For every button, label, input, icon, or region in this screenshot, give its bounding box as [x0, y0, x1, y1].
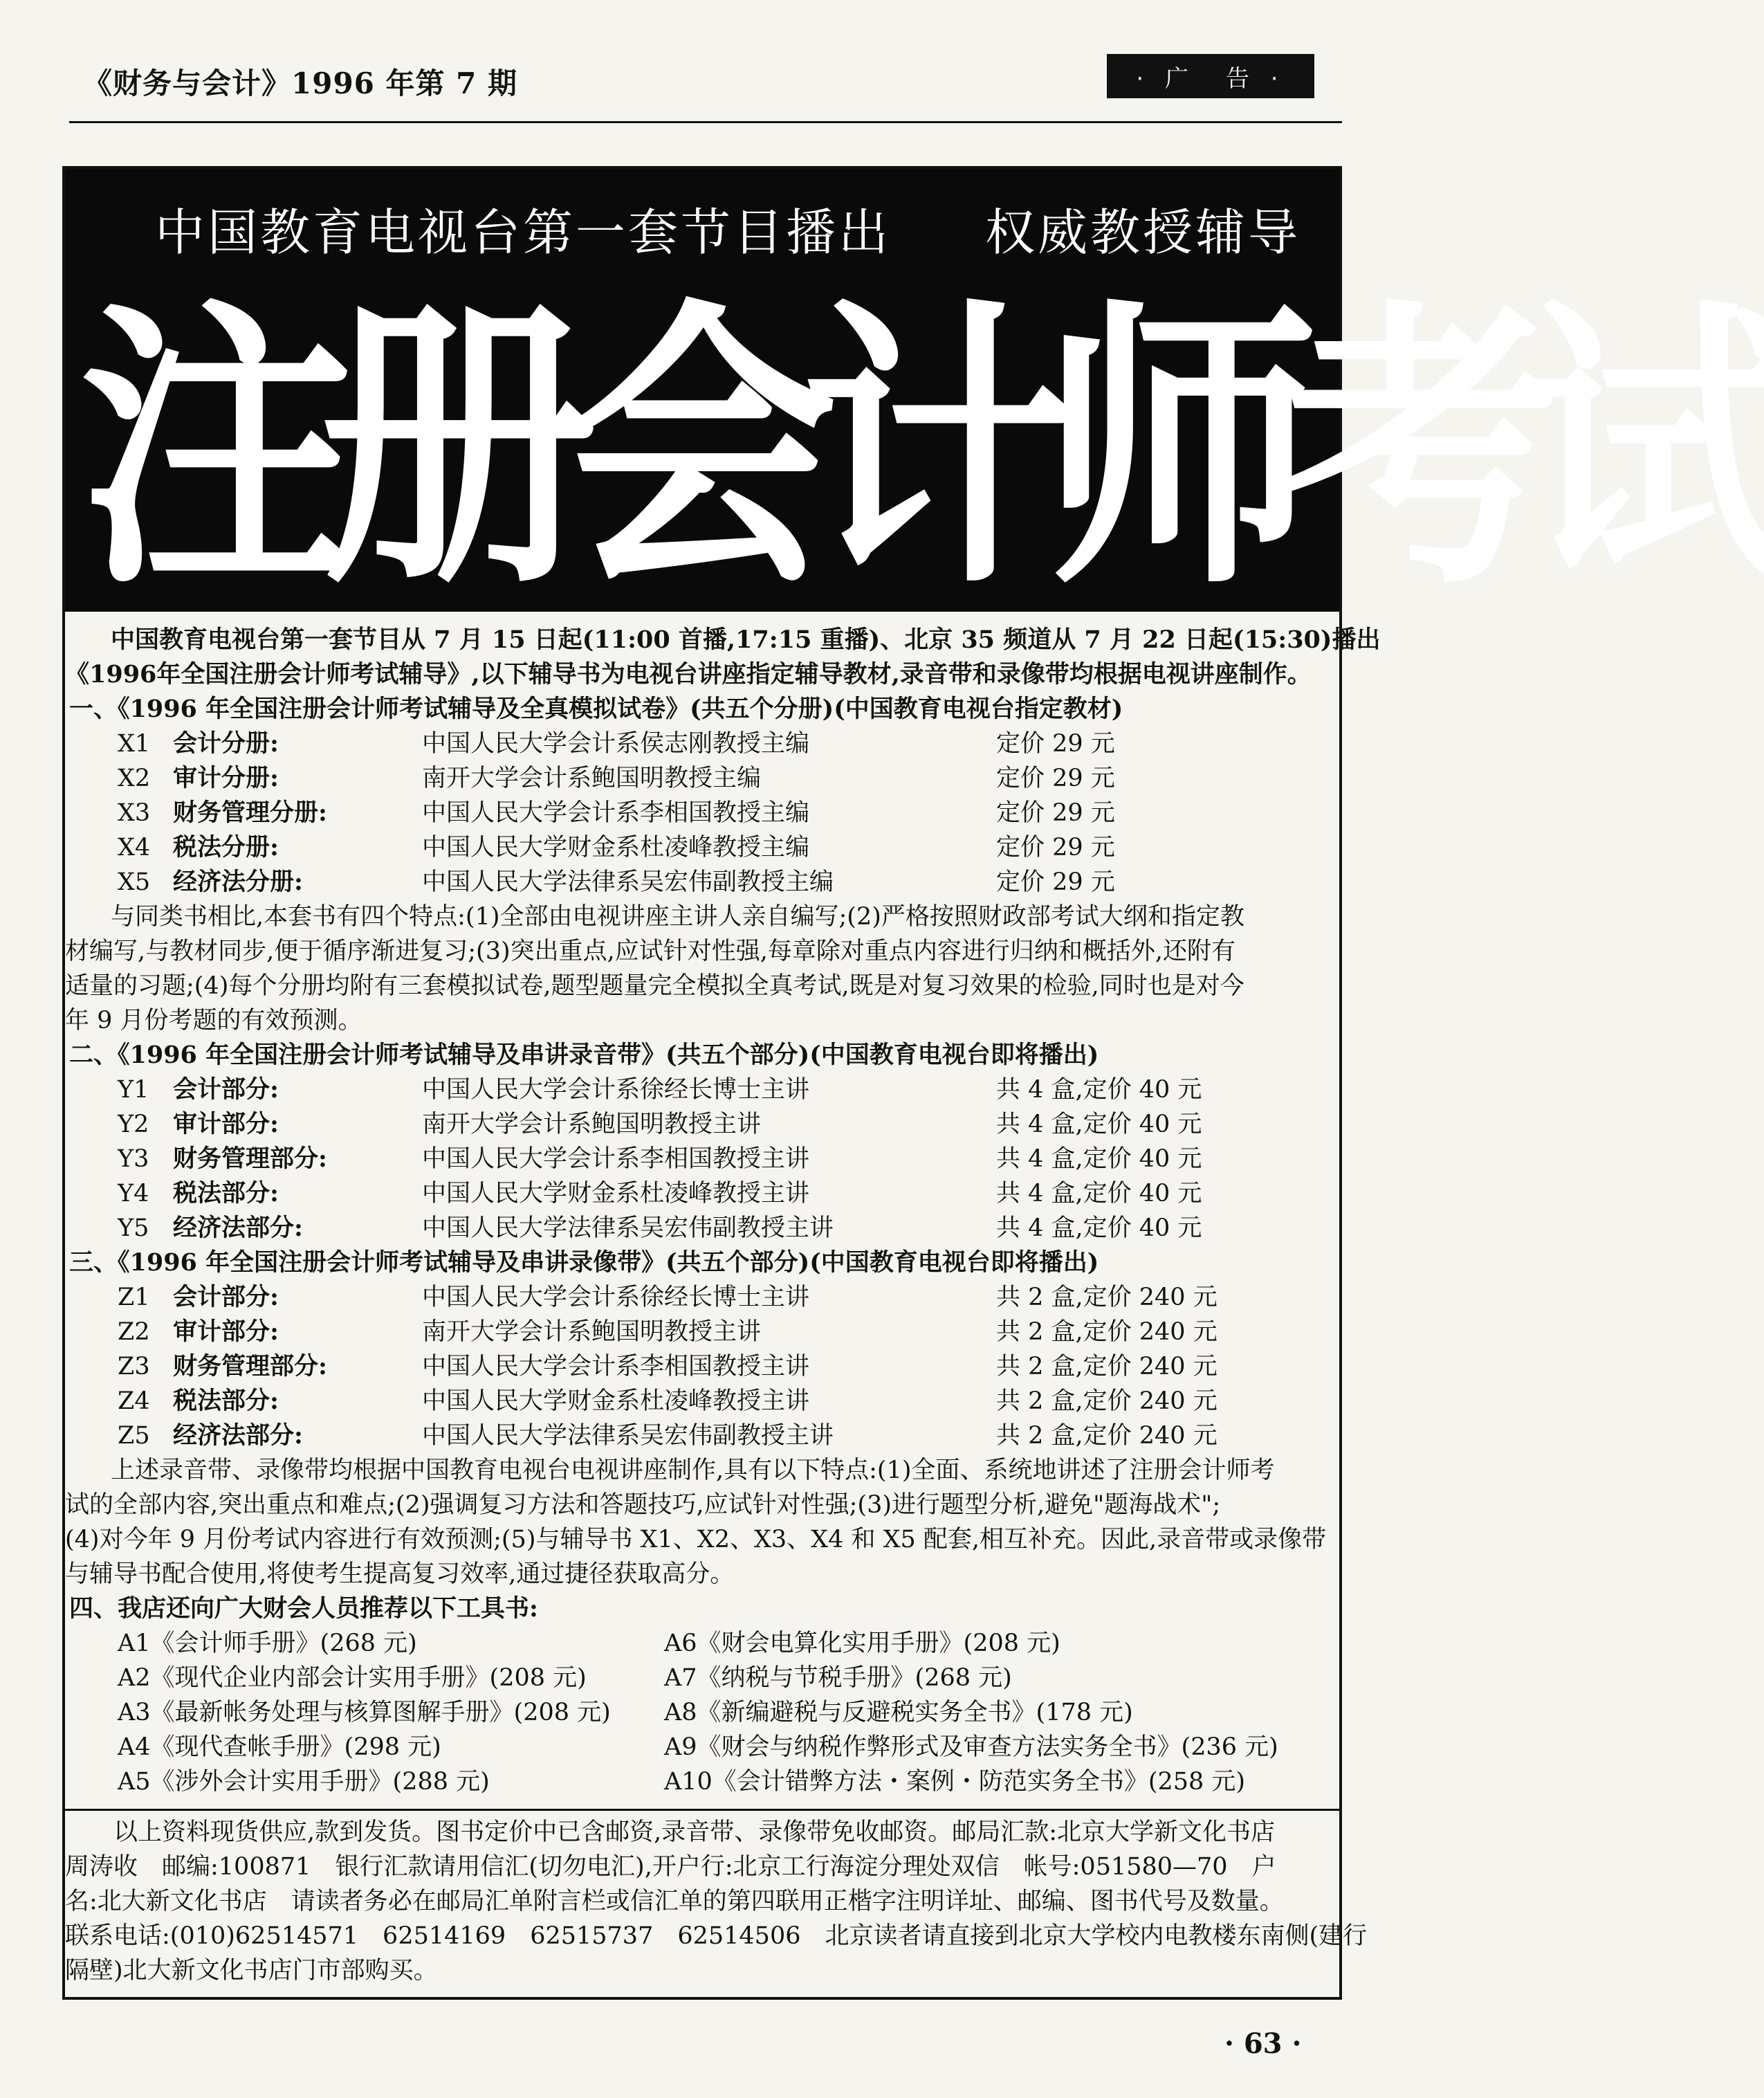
section-note-line: 试的全部内容,突出重点和难点;(2)强调复习方法和答题技巧,应试针对性强;(3)进行题型分析,避免"题海战术"; [65, 1491, 1221, 1519]
item-price: 共 4 盒,定价 40 元 [996, 1076, 1202, 1104]
list-item [65, 1419, 1339, 1453]
item-name: 审计部分: [173, 1317, 279, 1346]
section-note-line: 年 9 月份考题的有效预测。 [65, 1007, 362, 1034]
item-code: X4 [118, 834, 151, 861]
journal-title: 《财务与会计》1996 年第 7 期 [83, 66, 517, 100]
list-item [65, 1626, 1339, 1661]
item-name: 经济法分册: [173, 868, 303, 896]
list-item [65, 1661, 1339, 1695]
section-note-line: 适量的习题;(4)每个分册均附有三套模拟试卷,题型题量完全模拟全真考试,既是对复习效果的检验,同时也是对今 [65, 972, 1244, 1000]
book-entry: A3《最新帐务处理与核算图解手册》(208 元) [118, 1699, 611, 1726]
section-heading: 一、《1996 年全国注册会计师考试辅导及全真模拟试卷》(共五个分册)(中国教育电视台指定教材) [69, 695, 1123, 723]
list-item [65, 761, 1339, 796]
header-rule [69, 121, 1342, 123]
item-price: 定价 29 元 [996, 730, 1115, 758]
item-author: 中国人民大学财金系杜凌峰教授主讲 [422, 1180, 810, 1207]
intro-line: 《1996年全国注册会计师考试辅导》,以下辅导书为电视台讲座指定辅导教材,录音带和录像带均根据电视讲座制作。 [65, 660, 1312, 688]
list-item [65, 1211, 1339, 1246]
item-author: 中国人民大学会计系徐经长博士主讲 [422, 1076, 810, 1104]
item-author: 中国人民大学会计系侯志刚教授主编 [422, 730, 810, 758]
intro-line: 中国教育电视台第一套节目从 7 月 15 日起(11:00 首播,17:15 重播)、北京 35 频道从 7 月 22 日起(15:30)播出 [111, 626, 1381, 654]
item-price: 定价 29 元 [996, 868, 1115, 896]
page-number: · 63 · [1224, 2027, 1302, 2060]
item-price: 定价 29 元 [996, 765, 1115, 792]
section-heading: 四、我店还向广大财会人员推荐以下工具书: [69, 1594, 538, 1623]
list-item [65, 796, 1339, 830]
item-code: Y4 [118, 1180, 149, 1207]
section-heading: 三、《1996 年全国注册会计师考试辅导及串讲录像带》(共五个部分)(中国教育电视台即将播出) [69, 1248, 1099, 1277]
item-name: 财务管理分册: [173, 799, 327, 827]
section1-list [65, 727, 1339, 900]
advertisement-badge: · 广 告 · [1107, 54, 1314, 98]
footer-line: 隔壁)北大新文化书店门市部购买。 [65, 1957, 438, 1985]
book-entry: A7《纳税与节税手册》(268 元) [664, 1664, 1012, 1692]
item-name: 经济法部分: [173, 1421, 303, 1450]
item-author: 南开大学会计系鲍国明教授主讲 [422, 1318, 762, 1346]
book-entry: A8《新编避税与反避税实务全书》(178 元) [664, 1699, 1133, 1726]
list-item [65, 830, 1339, 865]
list-item [65, 1280, 1339, 1315]
list-item [65, 1730, 1339, 1764]
footer-line: 联系电话:(010)62514571 62514169 62515737 62514506 北京读者请直接到北京大学校内电教楼东南侧(建行 [65, 1922, 1368, 1950]
section-note-line: 与同类书相比,本套书有四个特点:(1)全部由电视讲座主讲人亲自编写;(2)严格按照财政部考试大纲和指定教 [111, 903, 1244, 931]
item-code: Y2 [118, 1111, 149, 1138]
banner-subtitle-right: 权威教授辅导 [985, 203, 1301, 262]
item-code: X2 [118, 765, 151, 792]
item-code: Z5 [118, 1422, 150, 1450]
item-code: X1 [118, 730, 151, 758]
section4-list [65, 1626, 1339, 1799]
section2-list [65, 1073, 1339, 1246]
item-price: 共 4 盒,定价 40 元 [996, 1111, 1202, 1138]
item-price: 共 2 盒,定价 240 元 [996, 1284, 1218, 1311]
item-name: 会计部分: [173, 1075, 279, 1104]
item-name: 财务管理部分: [173, 1352, 327, 1380]
item-code: Z2 [118, 1318, 150, 1346]
item-author: 中国人民大学财金系杜凌峰教授主讲 [422, 1387, 810, 1415]
item-code: X3 [118, 799, 151, 827]
list-item [65, 1315, 1339, 1349]
section-heading: 二、《1996 年全国注册会计师考试辅导及串讲录音带》(共五个部分)(中国教育电视台即将播出) [69, 1041, 1099, 1069]
item-price: 共 4 盒,定价 40 元 [996, 1145, 1202, 1173]
list-item [65, 727, 1339, 761]
list-item [65, 1695, 1339, 1730]
list-item [65, 1349, 1339, 1384]
list-item [65, 1764, 1339, 1799]
item-price: 共 2 盒,定价 240 元 [996, 1353, 1218, 1380]
ad-body [65, 623, 1381, 1799]
item-code: Z3 [118, 1353, 150, 1380]
item-author: 南开大学会计系鲍国明教授主讲 [422, 1111, 762, 1138]
item-code: Y1 [118, 1076, 149, 1104]
item-price: 共 2 盒,定价 240 元 [996, 1387, 1218, 1415]
section-note-line: 与辅导书配合使用,将使考生提高复习效率,通过捷径获取高分。 [65, 1560, 735, 1588]
item-code: Y5 [118, 1214, 149, 1242]
item-author: 中国人民大学法律系吴宏伟副教授主讲 [422, 1214, 834, 1242]
footer-line: 周涛收 邮编:100871 银行汇款请用信汇(切勿电汇),开户行:北京工行海淀分理处双信 帐号:051580—70 户 [65, 1853, 1276, 1881]
item-code: Z1 [118, 1284, 150, 1311]
item-name: 审计分册: [173, 764, 279, 792]
item-name: 会计分册: [173, 729, 279, 758]
item-author: 中国人民大学会计系李相国教授主讲 [422, 1353, 810, 1380]
book-entry: A1《会计师手册》(268 元) [118, 1630, 417, 1657]
section3-list [65, 1280, 1339, 1453]
book-entry: A5《涉外会计实用手册》(288 元) [118, 1768, 490, 1796]
book-entry: A6《财会电算化实用手册》(208 元) [664, 1630, 1060, 1657]
item-name: 经济法部分: [173, 1214, 303, 1242]
banner-subtitle-left: 中国教育电视台第一套节目播出 [155, 203, 892, 262]
book-entry: A4《现代查帐手册》(298 元) [118, 1733, 441, 1761]
item-price: 共 4 盒,定价 40 元 [996, 1180, 1202, 1207]
item-price: 共 2 盒,定价 240 元 [996, 1422, 1218, 1450]
book-entry: A9《财会与纳税作弊形式及审查方法实务全书》(236 元) [664, 1733, 1278, 1761]
item-author: 中国人民大学法律系吴宏伟副教授主讲 [422, 1422, 834, 1450]
item-price: 共 4 盒,定价 40 元 [996, 1214, 1202, 1242]
item-name: 税法部分: [173, 1387, 279, 1415]
item-price: 定价 29 元 [996, 834, 1115, 861]
list-item [65, 1073, 1339, 1107]
section-note-line: 材编写,与教材同步,便于循序渐进复习;(3)突出重点,应试针对性强,每章除对重点内容进行归纳和概括外,还附有 [65, 938, 1236, 965]
item-author: 中国人民大学会计系李相国教授主讲 [422, 1145, 810, 1173]
item-author: 南开大学会计系鲍国明教授主编 [422, 765, 762, 792]
item-code: X5 [118, 868, 151, 896]
item-name: 税法部分: [173, 1179, 279, 1207]
item-name: 财务管理部分: [173, 1144, 327, 1173]
item-name: 税法分册: [173, 833, 279, 861]
footer-line: 以上资料现货供应,款到发货。图书定价中已含邮资,录音带、录像带免收邮资。邮局汇款:北京大学新文化书店 [65, 1818, 1276, 1846]
item-price: 定价 29 元 [996, 799, 1115, 827]
item-name: 审计部分: [173, 1110, 279, 1138]
item-author: 中国人民大学会计系李相国教授主编 [422, 799, 810, 827]
list-item [65, 1384, 1339, 1419]
item-author: 中国人民大学财金系杜凌峰教授主编 [422, 834, 810, 861]
banner [65, 169, 1764, 625]
item-author: 中国人民大学法律系吴宏伟副教授主编 [422, 868, 834, 896]
section-note-line: (4)对今年 9 月份考试内容进行有效预测;(5)与辅导书 X1、X2、X3、X4 和 X5 配套,相互补充。因此,录音带或录像带 [65, 1526, 1327, 1553]
banner-title: 注册会计师考试 [79, 276, 1764, 625]
list-item [65, 1107, 1339, 1142]
item-code: Z4 [118, 1387, 150, 1415]
list-item [65, 865, 1339, 900]
ordering-info [65, 1809, 1368, 1988]
book-entry: A2《现代企业内部会计实用手册》(208 元) [118, 1664, 587, 1692]
item-price: 共 2 盒,定价 240 元 [996, 1318, 1218, 1346]
footer-line: 名:北大新文化书店 请读者务必在邮局汇单附言栏或信汇单的第四联用正楷字注明详址、邮编、图书代号及数量。 [65, 1888, 1284, 1915]
item-name: 会计部分: [173, 1283, 279, 1311]
item-author: 中国人民大学会计系徐经长博士主讲 [422, 1284, 810, 1311]
list-item [65, 1176, 1339, 1211]
section-note-line: 上述录音带、录像带均根据中国教育电视台电视讲座制作,具有以下特点:(1)全面、系统地讲述了注册会计师考 [111, 1457, 1275, 1484]
book-entry: A10《会计错弊方法・案例・防范实务全书》(258 元) [664, 1768, 1246, 1796]
item-code: Y3 [118, 1145, 149, 1173]
list-item [65, 1142, 1339, 1176]
